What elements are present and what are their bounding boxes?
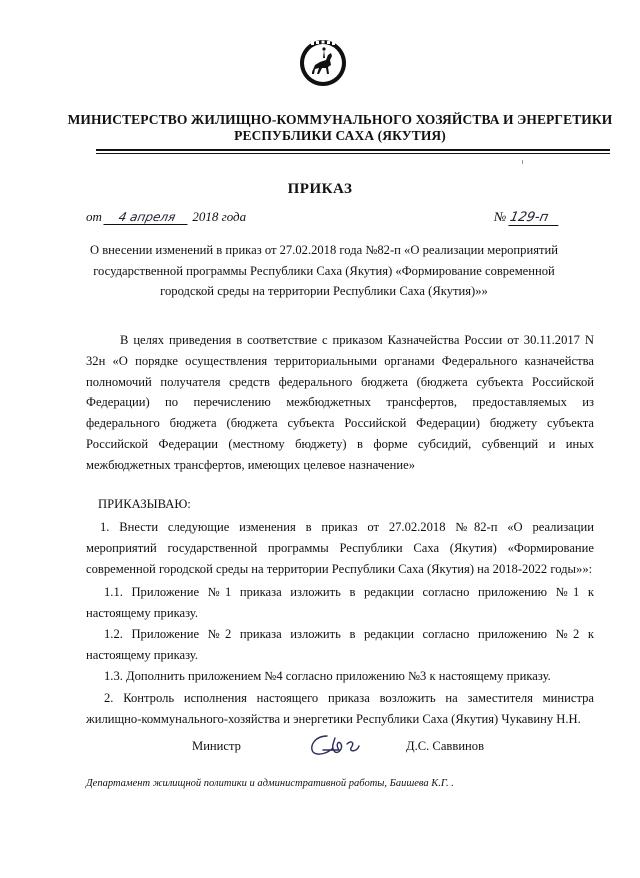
order-item-1-1: 1.1. Приложение №1 приказа изложить в редакции согласно приложению №1 к настоящему приказу. (86, 585, 594, 620)
order-item-1: 1. Внести следующие изменения в приказ от 27.02.2018 №82-п «О реализации мероприятий государственной программы Республики Саха (Якутия) «Формирование современной городской среды на территории Республики Саха (Якутия) на 2018-2022 годы»»: (86, 520, 594, 576)
date-prefix: от (86, 209, 102, 224)
signatory-position: Министр (192, 739, 241, 753)
ministry-title-line2: РЕСПУБЛИКИ САХА (ЯКУТИЯ) (234, 128, 446, 143)
scan-mark (522, 160, 523, 164)
order-item-2: 2. Контроль исполнения настоящего приказа возложить на заместителя министра жилищно-коммунального-хозяйства и энергетики Республики Саха (Якутия) Чукавину Н.Н. (86, 691, 594, 726)
signature-icon (305, 730, 377, 758)
date-handwritten: 4 апреля (104, 210, 191, 225)
order-number (494, 209, 560, 226)
preamble-paragraph: В целях приведения в соответствие с приказом Казначейства России от 30.11.2017 N 32н «О порядке осуществления территориальными органами Федерального казначейства полномочий получателя средств федерального бюджета (бюджета субъекта Российской Федерации) по перечислению межбюджетных трансфертов, предоставляемых из федерального бюджета (бюджета субъекта Российской Федерации) бюджету субъекта Российской Федерации (местному бюджету) в форме субсидий, субвенций и иных межбюджетных трансфертов, имеющих целевое назначение» (86, 333, 594, 472)
order-item-1-3: 1.3. Дополнить приложением №4 согласно приложению №3 к настоящему приказу. (104, 669, 551, 683)
header-rule-thick (96, 149, 610, 151)
order-item-1-2: 1.2. Приложение №2 приказа изложить в редакции согласно приложению №2 к настоящему приказу. (86, 627, 594, 662)
header-rule-thin (96, 153, 610, 154)
ministry-title-line1: МИНИСТЕРСТВО ЖИЛИЩНО-КОММУНАЛЬНОГО ХОЗЯЙСТВА И ЭНЕРГЕТИКИ (67, 112, 613, 127)
order-date (86, 209, 246, 225)
executor-department: Департамент жилищной политики и административной работы, Баишева К.Г. . (86, 778, 454, 789)
number-prefix: № (494, 209, 507, 224)
order-title: ПРИКАЗ (287, 181, 353, 197)
signatory-name: Д.С. Саввинов (406, 739, 485, 753)
date-suffix: 2018 года (192, 209, 247, 224)
directive-heading: ПРИКАЗЫВАЮ: (98, 497, 191, 511)
order-subject: О внесении изменений в приказ от 27.02.2018 года №82-п «О реализации мероприятий государственной программы Республики Саха (Якутия) «Формирование современной городской среды на территории Республики Саха (Якутия)»» (89, 243, 558, 298)
emblem-icon (298, 38, 348, 88)
number-handwritten: 129-п (508, 210, 561, 226)
